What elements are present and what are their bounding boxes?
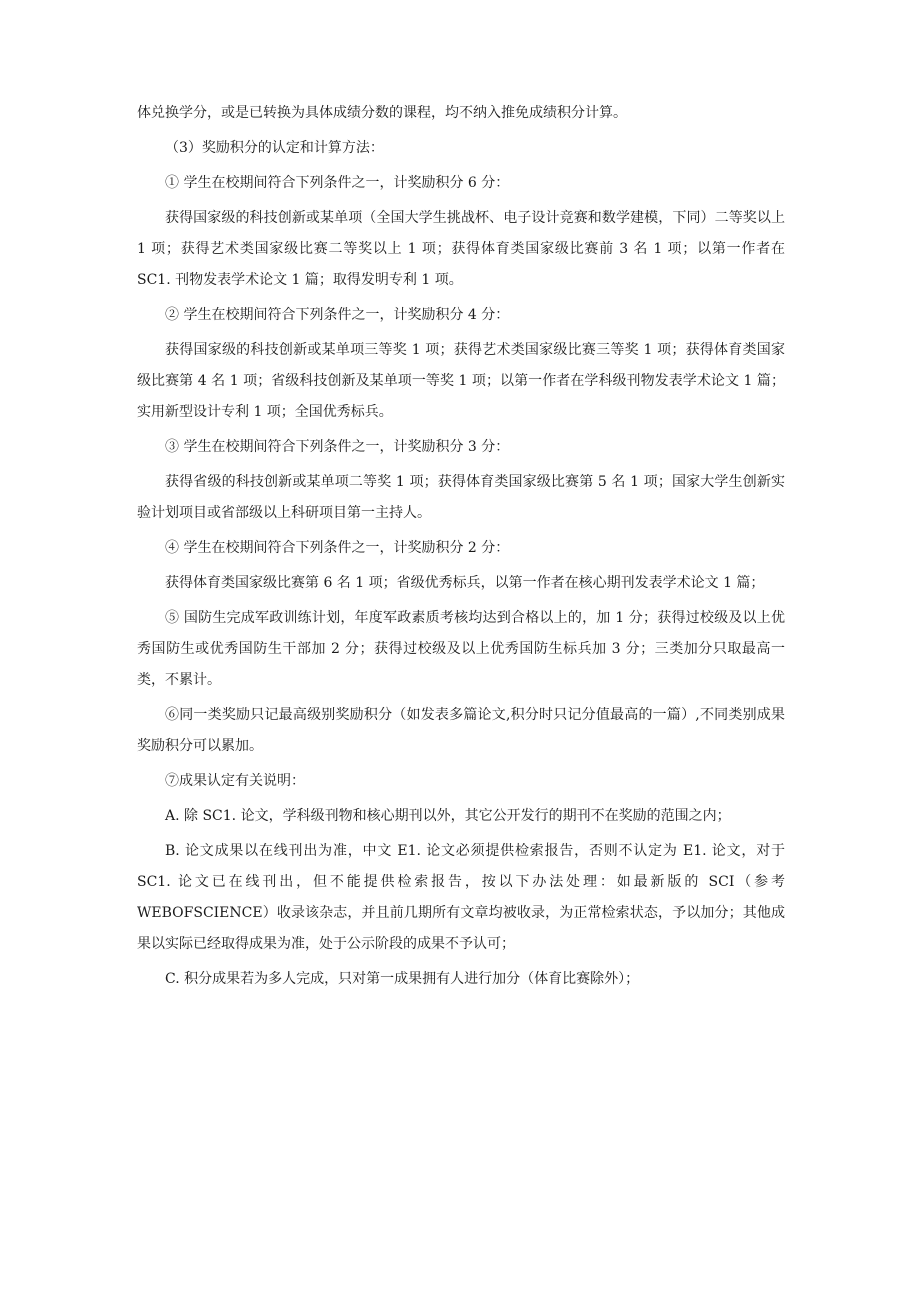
note-a: A. 除 SC1. 论文，学科级刊物和核心期刊以外，其它公开发行的期刊不在奖励的范围之内； [165,808,731,824]
note-b: B. 论文成果以在线刊出为准，中文 E1. 论文必须提供检索报告，否则不认定为 E1. 论文，对于 SC1. 论文已在线刊出，但不能提供检索报告，按以下办法处理：如最新版的 SCI（参考 WEBOFSCIENCE）收录该杂志，并且前几期所有文章均被收录，为正常检索状态，予以加分；其他成果以实际已经取得成果为准，处于公示阶段的成果不予认可； [137,843,785,952]
condition-4-points: ② 学生在校期间符合下列条件之一，计奖励积分 4 分： [165,307,510,323]
condition-6-points: ① 学生在校期间符合下列条件之一，计奖励积分 6 分： [165,175,510,191]
paragraph-continuation: 体兑换学分，或是已转换为具体成绩分数的课程，均不纳入推免成绩积分计算。 [137,105,627,121]
achievement-notes-heading: ⑦成果认定有关说明： [165,773,305,789]
condition-3-points-detail: 获得省级的科技创新或某单项二等奖 1 项；获得体育类国家级比赛第 5 名 1 项；国家大学生创新实验计划项目或省部级以上科研项目第一主持人。 [137,474,785,521]
condition-6-points-detail: 获得国家级的科技创新或某单项（全国大学生挑战杯、电子设计竞赛和数学建模，下同）二等奖以上 1 项；获得艺术类国家级比赛二等奖以上 1 项；获得体育类国家级比赛前 3 名 1 项；以第一作者在 SC1. 刊物发表学术论文 1 篇；取得发明专利 1 项。 [137,210,785,288]
condition-2-points-detail: 获得体育类国家级比赛第 6 名 1 项；省级优秀标兵，以第一作者在核心期刊发表学术论文 1 篇； [165,575,765,591]
highest-level-rule: ⑥同一类奖励只记最高级别奖励积分（如发表多篇论文,积分时只记分值最高的一篇）,不同类别成果奖励积分可以累加。 [137,707,785,754]
defense-student-bonus: ⑤ 国防生完成军政训练计划，年度军政素质考核均达到合格以上的，加 1 分；获得过校级及以上优秀国防生或优秀国防生干部加 2 分；获得过校级及以上优秀国防生标兵加 3 分；三类加分只取最高一类，不累计。 [137,610,785,688]
section-heading-reward-points: （3）奖励积分的认定和计算方法： [165,140,384,156]
condition-3-points: ③ 学生在校期间符合下列条件之一，计奖励积分 3 分： [165,439,510,455]
note-c: C. 积分成果若为多人完成，只对第一成果拥有人进行加分（体育比赛除外）； [165,971,640,987]
document-body [137,98,785,999]
condition-2-points: ④ 学生在校期间符合下列条件之一，计奖励积分 2 分： [165,540,510,556]
condition-4-points-detail: 获得国家级的科技创新或某单项三等奖 1 项；获得艺术类国家级比赛三等奖 1 项；获得体育类国家级比赛第 4 名 1 项；省级科技创新及某单项一等奖 1 项；以第一作者在学科级刊物发表学术论文 1 篇；实用新型设计专利 1 项；全国优秀标兵。 [137,342,785,420]
